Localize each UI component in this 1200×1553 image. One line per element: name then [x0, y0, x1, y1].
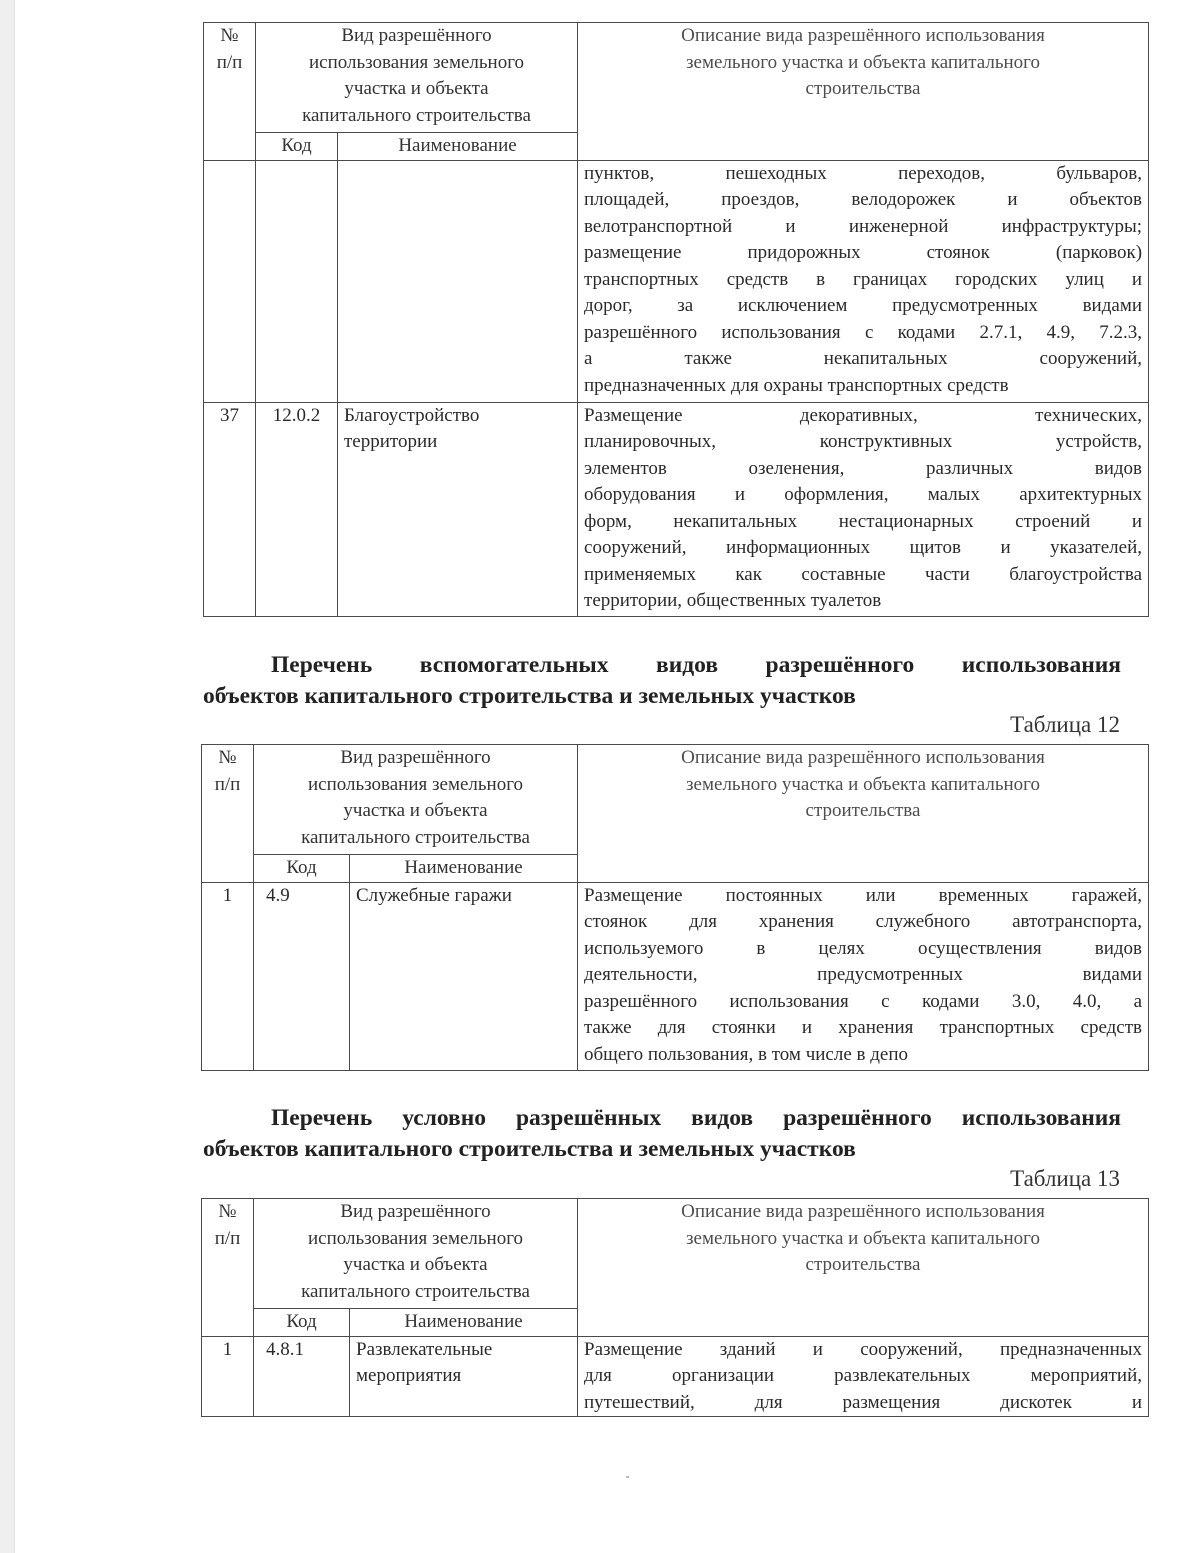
section-heading-conditional: Перечень условно разрешённых видов разрешённого использования объектов капитального строительства и земельных участков: [203, 1105, 1121, 1162]
header-name: Наименование: [350, 1309, 578, 1337]
cell-num: 1: [202, 882, 254, 1070]
table-continued: [203, 22, 1149, 617]
scan-speck: [626, 1476, 629, 1478]
scan-page-edge: [0, 0, 15, 1553]
cell-description-continued: пунктов, пешеходных переходов, бульваров, площадей, проездов, велодорожек и объектов велотранспортной и инженерной инфраструктуры; размещение придорожных стоянок (парковок) транспортных средств в границах городских улиц и дорог, за исключением предусмотренных видами разрешённого использования с кодами 2.7.1, 4.9, 7.2.3, а также некапитальных сооружений, предназначенных для охраны транспортных средств: [578, 160, 1149, 402]
cell-num: 37: [204, 402, 256, 616]
header-num: № п/п: [204, 23, 256, 161]
header-code: Код: [254, 855, 350, 883]
header-description: Описание вида разрешённого использования земельного участка и объекта капитального строительства: [578, 23, 1149, 161]
cell-name: Развлекательные мероприятия: [350, 1336, 578, 1417]
cell-code: 4.8.1: [254, 1336, 350, 1417]
cell-code-empty: [256, 160, 338, 402]
cell-name: Служебные гаражи: [350, 882, 578, 1070]
cell-description: Размещение постоянных или временных гаражей, стоянок для хранения служебного автотранспорта, используемого в целях осуществления видов деятельности, предусмотренных видами разрешённого использования с кодами 3.0, 4.0, а также для стоянки и хранения транспортных средств общего пользования, в том числе в депо: [578, 882, 1149, 1070]
cell-num: 1: [202, 1336, 254, 1417]
cell-name-empty: [338, 160, 578, 402]
table-number-13: Таблица 13: [1010, 1166, 1120, 1191]
cell-code: 12.0.2: [256, 402, 338, 616]
table-row: [204, 402, 1149, 616]
header-num: № п/п: [202, 1199, 254, 1337]
header-code: Код: [254, 1309, 350, 1337]
cell-description: Размещение декоративных, технических, планировочных, конструктивных устройств, элементов озеленения, различных видов оборудования и оформления, малых архитектурных форм, некапитальных нестационарных строений и сооружений, информационных щитов и указателей, применяемых как составные части благоустройства территории, общественных туалетов: [578, 402, 1149, 616]
table-13: [201, 1198, 1149, 1417]
table-number-12: Таблица 12: [1010, 712, 1120, 737]
header-vid: Вид разрешённого использования земельного участка и объекта капитального строительства: [254, 745, 578, 855]
cell-num-empty: [204, 160, 256, 402]
section-heading-auxiliary: Перечень вспомогательных видов разрешённого использования объектов капитального строительства и земельных участков: [203, 652, 1121, 709]
header-name: Наименование: [350, 855, 578, 883]
cell-description: Размещение зданий и сооружений, предназначенных для организации развлекательных мероприятий, путешествий, для размещения дискотек и: [578, 1336, 1149, 1417]
header-description: Описание вида разрешённого использования земельного участка и объекта капитального строительства: [578, 745, 1149, 883]
header-code: Код: [256, 133, 338, 161]
header-description: Описание вида разрешённого использования земельного участка и объекта капитального строительства: [578, 1199, 1149, 1337]
table-row: [202, 882, 1149, 1070]
cell-code: 4.9: [254, 882, 350, 1070]
cell-name: Благоустройство территории: [338, 402, 578, 616]
table-12: [201, 744, 1149, 1071]
table-row: [202, 1336, 1149, 1417]
header-vid: Вид разрешённого использования земельного участка и объекта капитального строительства: [254, 1199, 578, 1309]
header-vid: Вид разрешённого использования земельного участка и объекта капитального строительства: [256, 23, 578, 133]
header-name: Наименование: [338, 133, 578, 161]
header-num: № п/п: [202, 745, 254, 883]
